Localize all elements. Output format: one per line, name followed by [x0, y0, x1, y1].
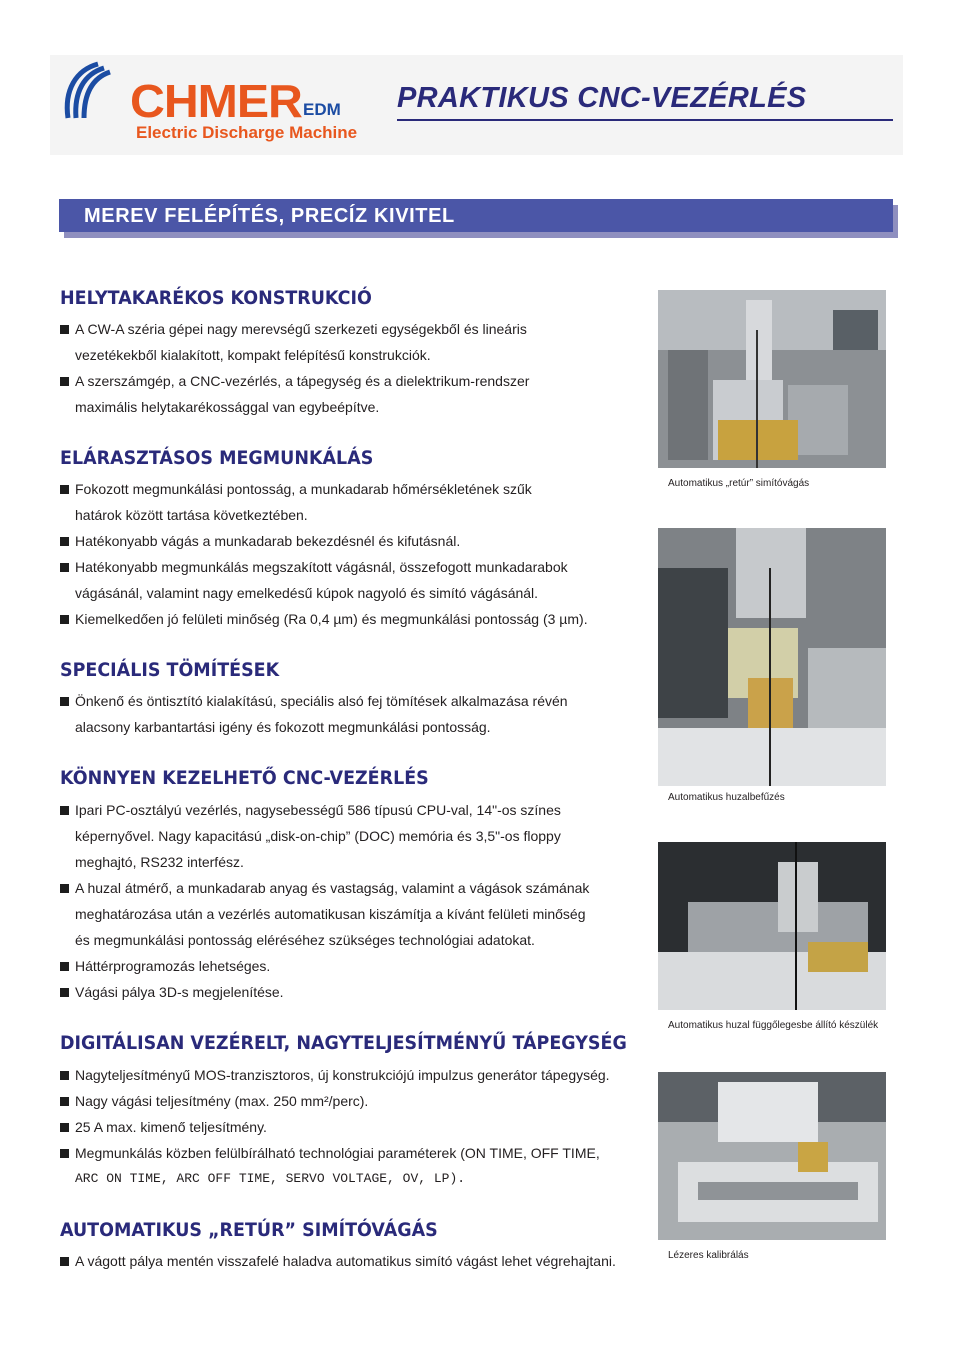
section-heading: AUTOMATIKUS „RETÚR” SIMÍTÓVÁGÁS [60, 1219, 438, 1241]
title-rule [397, 119, 893, 121]
section-heading: ELÁRASZTÁSOS MEGMUNKÁLÁS [60, 447, 374, 469]
list-item: Nagyteljesítményű MOS-tranzisztoros, új konstrukciójú impulzus generátor tápegység. [60, 1062, 610, 1088]
bullet-square-icon [60, 884, 69, 893]
list-item: A vágott pálya mentén visszafelé haladva automatikus simító vágást lehet végrehajtani. [60, 1248, 616, 1274]
bullet-list [60, 688, 568, 740]
photo-caption: Automatikus huzalbefűzés [668, 792, 785, 803]
list-item: A huzal átmérő, a munkadarab anyag és vastagság, valamint a vágások számának meghatározása után a vezérlés automatikusan kiszámítja a kívánt felületi minőség és megmunkálási pontosság eléréséhez szükséges technológiai adatokat. [60, 875, 589, 953]
photo-caption: Lézeres kalibrálás [668, 1250, 749, 1261]
list-item: Nagy vágási teljesítmény (max. 250 mm²/perc). [60, 1088, 610, 1114]
bullet-square-icon [60, 1097, 69, 1106]
section-heading: DIGITÁLISAN VEZÉRELT, NAGYTELJESÍTMÉNYŰ TÁPEGYSÉG [60, 1032, 627, 1054]
section-heading: HELYTAKARÉKOS KONSTRUKCIÓ [60, 287, 372, 309]
bullet-square-icon [60, 1257, 69, 1266]
list-item: Háttérprogramozás lehetséges. [60, 953, 589, 979]
photo-wire-threading [658, 528, 886, 786]
bullet-list [60, 316, 529, 420]
bullet-square-icon [60, 962, 69, 971]
banner-text: MEREV FELÉPÍTÉS, PRECÍZ KIVITEL [84, 205, 455, 227]
list-item: Fokozott megmunkálási pontosság, a munkadarab hőmérsékletének szűk határok között tartása következtében. [60, 476, 588, 528]
bullet-square-icon [60, 1123, 69, 1132]
logo-wordmark: CHMER [130, 75, 302, 127]
list-item: A szerszámgép, a CNC-vezérlés, a tápegység és a dielektrikum-rendszer maximális helytakarékossággal van egybeépítve. [60, 368, 529, 420]
bullet-square-icon [60, 615, 69, 624]
bullet-square-icon [60, 697, 69, 706]
list-item: A CW-A széria gépei nagy merevségű szerkezeti egységekből és lineáris vezetékekből kialakított, kompakt felépítésű konstrukciók. [60, 316, 529, 368]
photo-wire-aligner [658, 842, 886, 1010]
list-item: Önkenő és öntisztító kialakítású, speciális alsó fej tömítések alkalmazása révén alacsony karbantartási igény és fokozott megmunkálási pontosság. [60, 688, 568, 740]
bullet-square-icon [60, 563, 69, 572]
list-item: Hatékonyabb megmunkálás megszakított vágásnál, összefogott munkadarabok vágásánál, valamint nagy emelkedésű kúpok nagyoló és simító vágásánál. [60, 554, 588, 606]
logo-suffix: EDM [303, 100, 341, 119]
section-heading: SPECIÁLIS TÖMÍTÉSEK [60, 659, 280, 681]
bullet-square-icon [60, 485, 69, 494]
photo-laser-calibration [658, 1072, 886, 1240]
logo-tagline: Electric Discharge Machine [136, 123, 358, 142]
photo-caption: Automatikus huzal függőlegesbe állító készülék [668, 1020, 879, 1031]
photo-retur-finishing [658, 290, 886, 468]
bullet-list [60, 797, 589, 1005]
bullet-square-icon [60, 988, 69, 997]
page-title: PRAKTIKUS CNC-VEZÉRLÉS [397, 82, 807, 114]
bullet-square-icon [60, 1071, 69, 1080]
logo-swoosh-icon [58, 60, 118, 122]
bullet-list [60, 476, 588, 632]
list-item: 25 A max. kimenő teljesítmény. [60, 1114, 610, 1140]
bullet-list [60, 1248, 616, 1274]
bullet-square-icon [60, 806, 69, 815]
list-item: Vágási pálya 3D-s megjelenítése. [60, 979, 589, 1005]
bullet-square-icon [60, 325, 69, 334]
bullet-square-icon [60, 537, 69, 546]
list-item: Ipari PC-osztályú vezérlés, nagysebességű 586 típusú CPU-val, 14"-os színes képernyővel. Nagy kapacitású „disk-on-chip” (DOC) memória és 3,5"-os floppy meghajtó, RS232 interfész. [60, 797, 589, 875]
photo-caption: Automatikus „retúr” simítóvágás [668, 478, 810, 489]
section-heading: KÖNNYEN KEZELHETŐ CNC-VEZÉRLÉS [60, 767, 429, 789]
list-item: Hatékonyabb vágás a munkadarab bekezdésnél és kifutásnál. [60, 528, 588, 554]
bullet-list [60, 1062, 610, 1192]
bullet-square-icon [60, 1149, 69, 1158]
bullet-square-icon [60, 377, 69, 386]
list-item: Megmunkálás közben felülbírálható technológiai paraméterek (ON TIME, OFF TIME, ARC ON TIME, ARC OFF TIME, SERVO VOLTAGE, OV, LP). [60, 1140, 610, 1192]
list-item: Kiemelkedően jó felületi minőség (Ra 0,4 µm) és megmunkálási pontosság (3 µm). [60, 606, 588, 632]
